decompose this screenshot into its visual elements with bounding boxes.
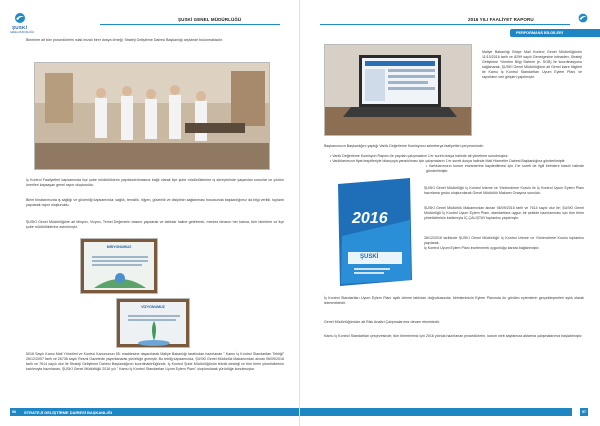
logo-subtitle: GENEL MÜDÜRLÜĞÜ <box>10 31 35 34</box>
right-para-1: Maliye Bakanlığı Bütçe Mali Kontrol Genel Müdürlüğünün 11/10/2016 tarih ve 8299 sayılı Genelgesine istinaden; Strateji Geliştirme Yönetim Bilgi Sistemi (e- SGB) ile koordinasyonu sağlanarak, ŞUSKİ Genel Müdürlüğüne ait Genel idare bilgileri ile Kamu İç Kontrol Standartları Uyum Eylem Planı ve raporların veri girişleri yapılmıştır. <box>482 50 582 79</box>
commission-bullet-2: • Varlıklarımızın fiyat tespitleriyle bilançoya yansıtılması için çalışmaların 1'er sureti dosya halinde Mali Hizmetler Dairesi Başkanlığına gönderilmiştir. <box>330 159 566 163</box>
right-page-number: 97 <box>582 410 586 414</box>
book-year: 2016 <box>352 210 388 227</box>
suski-logo-icon <box>12 12 28 24</box>
right-para-8: Genel Müdürlüğümüze ait Risk Analizi Çalışmalarımız devam etmektedir. <box>324 320 440 324</box>
right-header-title: 2016 YILI FAALİYET RAPORU <box>468 17 534 22</box>
commission-bullet-3: • Varlıklarımızın kurum envanterine kaydedilmesi için 1'er sureti de ilgili birimlere klasör halinde gönderilmiştir. <box>426 164 584 173</box>
left-para-5: 5018 Sayılı Kamu Mali Yönetimi ve Kontrol Kanununun 55. maddesine dayanılarak Maliye Bakanlığı tarafından hazırlanan " Kamu İç Kontrol Standartları Tebliği" 26/12/2007 tarih ve 26738 sayılı Resmi Gazetede yayımlanarak yürürlüğe girmiştir. Bu tebliğ kapsamında, ŞUSKİ Genel Müdürlük Makamından alınan 06/09/2016 tarih ve 7614 sayılı olur ile Strateji Geliştirme Dairesi Başkanlığının koordinatörlüğünde, İç Kontrol Şube Müdürlüğünün teknik desteği ve tüm birim yöneticilerinin katılımıyla hazırlanan, ŞUSKİ Genel Müdürlüğü 2016 yılı " Kamu İç Kontrol Standartları Uyum Eylem Planı" oluşturularak yürürlüğe konulmuştur. <box>26 352 284 371</box>
mission-poster-title: MİSYONUMUZ <box>106 245 132 249</box>
action-plan-book-art <box>332 176 416 288</box>
left-para-4: ŞUSKİ Genel Müdürlüğüne ait Misyon, Vizyon, Temel Değerlerin basımı yapılarak ve tablolar haline getirilerek, merkez binanın her katına, tüm birimlere ve ilçe şube müdürlüklerine astırılmıştır. <box>26 220 284 229</box>
right-para-6: İç Kontrol Uyum Eylem Planı incelenerek uygunluğu karara bağlanmıştır. <box>424 246 540 250</box>
mission-poster-art <box>84 252 156 292</box>
meeting-photo <box>34 62 270 170</box>
right-para-3: ŞUSKİ Genel Müdürlüğü İç Kontrol İzleme ve Yönlendirme Kurulu ile İç Kontrol Uyum Eylem Planı hazırlama grubu oluşturularak Genel Müdürlük Makamı Onayına sunuldu. <box>424 186 584 195</box>
vision-poster-art <box>120 311 188 347</box>
laptop-photo <box>324 44 472 136</box>
mission-poster <box>80 238 158 294</box>
left-header-title: ŞUSKİ GENEL MÜDÜRLÜĞÜ <box>178 17 242 22</box>
right-para-7: İç Kontrol Standartları Uyum Eylem Planı aylık izleme tabloları doğrultusunda; birimlerimizin Eylem Planında ön görülen eylemlerin gerçekleşmeleri aylık olarak izlenmektedir. <box>324 296 584 305</box>
meeting-photo-image <box>35 63 270 170</box>
right-footer-bar <box>300 408 572 416</box>
left-header-rule <box>100 24 280 25</box>
vision-poster <box>116 298 190 348</box>
right-header-rule <box>320 24 570 25</box>
left-footer-bar <box>18 408 300 416</box>
right-para-9: Kamu İç Kontrol Standartları çerçevesinde, tüm birimlerimiz için 2016 yılında hazırlanan prosedürlerin, kurum web sayfamıza aktarma çalışmalarımız başlatılmıştır. <box>324 334 583 338</box>
left-footer-text: STRATEJİ GELİŞTİRME DAİRESİ BAŞKANLIĞI <box>24 410 112 415</box>
right-para-2: Başkanımızın Başkanlığını yaptığı Varlık Değerleme Komisyonu sekreterya faaliyetleri çerçevesinde; <box>324 144 484 148</box>
action-plan-book-cover <box>332 176 416 288</box>
left-page-number: 96 <box>12 410 16 414</box>
commission-bullet-1: • Varlık Değerleme Komisyon Raporu ile yapılan çalışmaların 1'er sureti dosya halinde ait yönetime sunulmuştur. <box>330 154 509 158</box>
right-para-4: ŞUSKİ Genel Müdürlük Makamından alınan 06/09/2016 tarih ve 7614 sayılı olur ile; ŞUSKİ Genel Müdürlüğü İç Kontrol Uyum Eylem Planı, standartlara uygun bir şekilde hazırlanması için tüm birim yöneticilerinin katılımıyla İÇ ÇALIŞTAY toplantısı yapılmıştır. <box>424 206 584 220</box>
left-para-3: Birim binalarımızda iş sağlığı ve güvenliği kapsamında; sağlık, temizlik, hijyen, güvenlik ve disiplinin sağlanması hususunda başkanlığımız da bilgi verildi, toplantı yapılarak rapor oluşturuldu. <box>26 198 284 207</box>
vision-poster-title: VİZYONUMUZ <box>141 305 165 309</box>
book-brand: ŞUSKİ <box>360 254 379 260</box>
section-tab: PERFORMANS BİLGİLERİ <box>510 29 600 37</box>
left-para-1: Birimlere ait tüm prosedürlerin ıslak imzalı birer dosya örneği; Strateji Geliştirme Dairesi Başkanlığı arşivinde bulunmaktadır. <box>26 38 223 42</box>
right-para-5: 28/12/2016 tarihinde ŞUSKİ Genel Müdürlüğü İç Kontrol İzleme ve Yönlendirme Kurulu toplantısı yapılarak, <box>424 236 584 245</box>
commission-bullet-list <box>330 154 584 174</box>
right-page <box>300 0 600 426</box>
logo-name: ŞUSKİ <box>12 25 28 30</box>
suski-logo-right-icon <box>576 12 590 24</box>
left-para-2: İç Kontrol Faaliyetleri kapsamında ilçe şube müdürlüklerin yapılandırılmasına bağlı olarak ilçe şube müdürlüklerine iş süreçlerinde yaşanılan sorunlar ve çözüm önerileri kapsayan genel rapor oluşturuldu. <box>26 178 284 187</box>
laptop-photo-image <box>325 45 472 136</box>
